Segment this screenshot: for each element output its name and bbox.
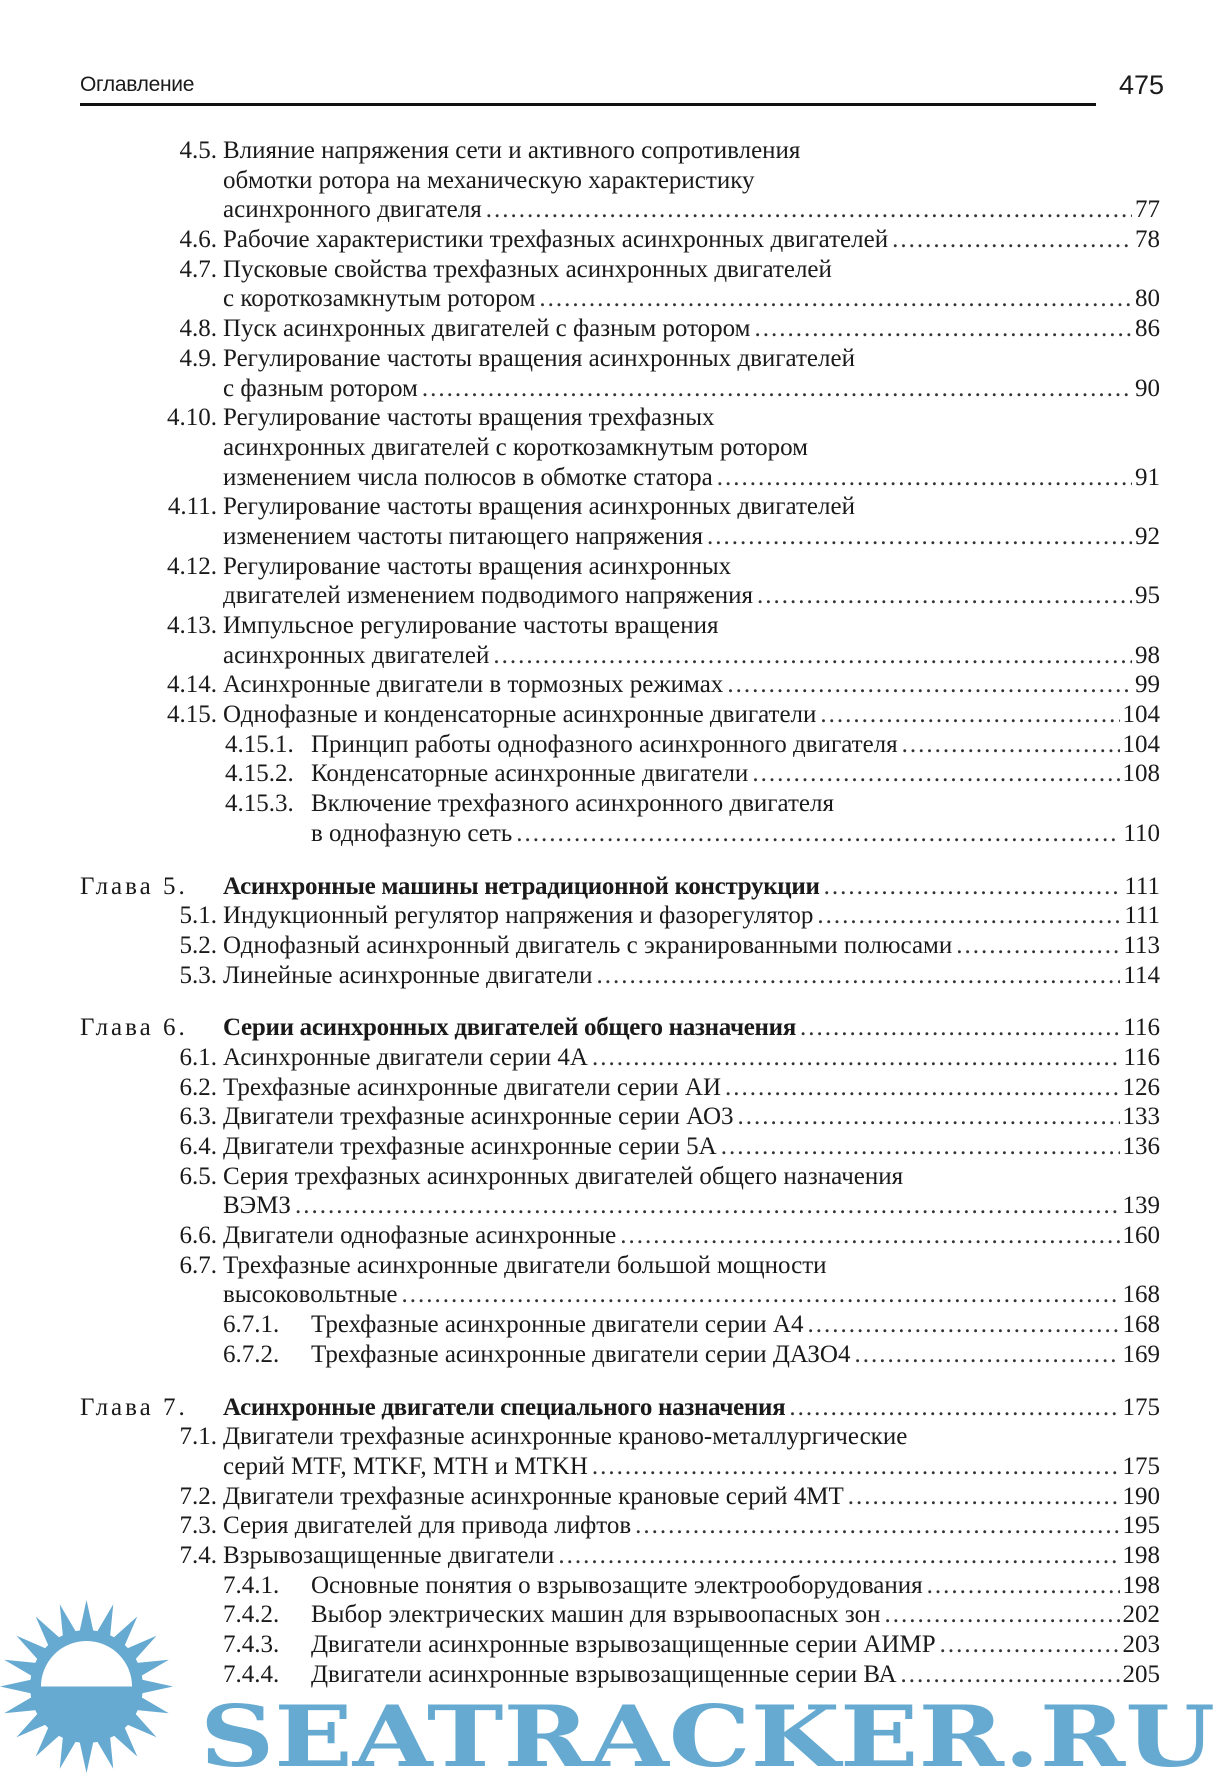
toc-entry-link[interactable] <box>223 522 1160 552</box>
toc-page-number: 78 <box>1135 226 1160 254</box>
toc-entry-line <box>0 611 1228 641</box>
toc-entry-line <box>0 670 1228 700</box>
toc-page-number: 99 <box>1135 671 1160 699</box>
toc-entry-link[interactable] <box>223 403 1160 433</box>
toc-page-number: 168 <box>1122 1281 1160 1309</box>
toc-page-number: 114 <box>1123 961 1160 989</box>
toc-entry-line <box>0 1340 1228 1370</box>
toc-entry-link[interactable] <box>223 581 1160 611</box>
toc-entry-number: 5.3. <box>179 961 217 989</box>
toc-page-number: 168 <box>1122 1311 1160 1339</box>
toc-entry-link[interactable] <box>223 961 1160 991</box>
toc-entry-link[interactable] <box>223 1102 1160 1132</box>
toc-entry-link[interactable] <box>311 819 1160 849</box>
dot-leader <box>902 730 1120 760</box>
dot-leader <box>892 225 1132 255</box>
toc-entry-link[interactable] <box>223 641 1160 671</box>
toc-entry-number: 4.10. <box>167 404 217 432</box>
toc-page-number: 205 <box>1122 1660 1160 1688</box>
toc-entry-number: 6.6. <box>179 1222 217 1250</box>
toc-entry-number: 4.7. <box>179 255 217 283</box>
dot-leader <box>592 1043 1120 1073</box>
dot-leader <box>901 1660 1120 1690</box>
toc-page-number: 139 <box>1122 1192 1160 1220</box>
toc-entry-title: Регулирование частоты вращения асинхронных двигателей <box>223 493 855 521</box>
toc-entry-line <box>0 1102 1228 1132</box>
toc-entry-title: Включение трехфазного асинхронного двигателя <box>311 790 834 818</box>
toc-entry-number: 7.4.1. <box>223 1571 280 1599</box>
toc-entry-title: Основные понятия о взрывозащите электрооборудования <box>311 1571 923 1599</box>
toc-chapter-line <box>0 1393 1228 1423</box>
toc-entry-number: 4.12. <box>167 552 217 580</box>
header-rule <box>80 103 1096 106</box>
toc-entry-line <box>0 1132 1228 1162</box>
toc-entry-line <box>0 463 1228 493</box>
toc-entry-title: Двигатели трехфазные асинхронные серии 5А <box>223 1133 717 1160</box>
toc-entry-title: Двигатели асинхронные взрывозащищенные серии ВА <box>311 1660 897 1688</box>
toc-page-number: 175 <box>1122 1452 1160 1480</box>
toc-page-number: 133 <box>1122 1103 1160 1131</box>
toc-page-number: 110 <box>1123 819 1160 847</box>
dot-leader <box>940 1630 1120 1660</box>
toc-entry-link[interactable] <box>223 1013 1160 1043</box>
toc-entry-title: Асинхронные двигатели специального назначения <box>223 1393 786 1421</box>
toc-entry-line <box>0 1630 1228 1660</box>
toc-entry-number: 6.2. <box>179 1073 217 1101</box>
toc-entry-line <box>0 759 1228 789</box>
toc-entry-link[interactable] <box>223 611 1160 641</box>
toc-entry-line <box>0 1422 1228 1452</box>
dot-leader <box>558 1541 1119 1571</box>
toc-entry-title: Трехфазные асинхронные двигатели серии А4 <box>311 1311 804 1339</box>
toc-entry-link[interactable] <box>223 1393 1160 1423</box>
toc-entry-link[interactable] <box>311 730 1160 760</box>
toc-entry-line <box>0 1221 1228 1251</box>
toc-entry-link[interactable] <box>223 344 1160 374</box>
toc-entry-number: 7.3. <box>179 1512 217 1540</box>
table-of-contents <box>0 136 1228 1689</box>
toc-entry-title: асинхронного двигателя <box>223 196 482 224</box>
toc-entry-number: 4.15.3. <box>225 790 294 818</box>
toc-entry-title: Двигатели трехфазные асинхронные серии АО3 <box>223 1103 734 1131</box>
toc-entry-title: высоковольтные <box>223 1281 398 1309</box>
dot-leader <box>717 463 1132 493</box>
toc-entry-number: 4.11. <box>167 493 217 521</box>
toc-entry-number: Глава 6. <box>80 1014 188 1042</box>
toc-entry-title: Пуск асинхронных двигателей с фазным ротором <box>223 315 751 343</box>
toc-entry-line <box>0 492 1228 522</box>
dot-leader <box>592 1452 1120 1482</box>
toc-entry-title: в однофазную сеть <box>311 819 513 847</box>
toc-entry-title: изменением числа полюсов в обмотке статора <box>223 463 713 491</box>
toc-page-number: 92 <box>1135 522 1160 550</box>
dot-leader <box>295 1191 1120 1221</box>
sun-ray <box>141 1679 173 1693</box>
toc-entry-line <box>0 1251 1228 1281</box>
toc-entry-number: 4.9. <box>179 344 217 372</box>
dot-leader <box>854 1340 1119 1370</box>
toc-entry-number: 6.4. <box>179 1133 217 1160</box>
toc-page-number: 95 <box>1135 582 1160 610</box>
watermark <box>200 1692 1220 1772</box>
toc-entry-line <box>0 1073 1228 1103</box>
toc-entry-line <box>0 552 1228 582</box>
toc-entry-number: Глава 7. <box>80 1393 188 1421</box>
toc-entry-line <box>0 284 1228 314</box>
toc-page-number: 195 <box>1122 1512 1160 1540</box>
toc-entry-link[interactable] <box>223 433 1160 463</box>
toc-page-number: 169 <box>1122 1340 1160 1368</box>
toc-page-number: 77 <box>1135 196 1160 224</box>
sun-logo-icon <box>0 1600 173 1773</box>
toc-entry-title: двигателей изменением подводимого напряжения <box>223 582 753 610</box>
toc-entry-link[interactable] <box>223 1191 1160 1221</box>
toc-page-number: 90 <box>1135 374 1160 402</box>
dot-leader <box>620 1221 1119 1251</box>
toc-entry-title: Асинхронные двигатели серии 4А <box>223 1043 588 1071</box>
toc-entry-title: асинхронных двигателей с короткозамкнутым ротором <box>223 433 808 461</box>
toc-entry-line <box>0 314 1228 344</box>
toc-entry-title: Рабочие характеристики трехфазных асинхронных двигателей <box>223 226 889 254</box>
toc-entry-link[interactable] <box>311 1660 1160 1690</box>
toc-entry-line <box>0 136 1228 166</box>
dot-leader <box>725 1073 1119 1103</box>
toc-entry-link[interactable] <box>311 759 1160 789</box>
toc-entry-number: 7.2. <box>179 1482 217 1510</box>
toc-entry-title: Взрывозащищенные двигатели <box>223 1541 555 1569</box>
dot-leader <box>848 1482 1120 1512</box>
toc-page-number: 136 <box>1122 1133 1160 1160</box>
toc-chapter-line <box>0 1013 1228 1043</box>
toc-entry-line <box>0 1162 1228 1192</box>
toc-entry-title: Двигатели трехфазные асинхронные краново-металлургические <box>223 1423 908 1451</box>
toc-entry-title: Трехфазные асинхронные двигатели большой мощности <box>223 1251 827 1279</box>
running-header-title: Оглавление <box>80 73 195 96</box>
dot-leader <box>422 374 1132 404</box>
toc-entry-title: ВЭМЗ <box>223 1192 291 1220</box>
toc-entry-title: Асинхронные двигатели в тормозных режимах <box>223 671 724 699</box>
dot-leader <box>752 759 1119 789</box>
toc-entry-link[interactable] <box>223 552 1160 582</box>
toc-entry-title: Линейные асинхронные двигатели <box>223 961 593 989</box>
toc-entry-number: 4.15.2. <box>225 760 294 788</box>
toc-entry-line <box>0 1043 1228 1073</box>
toc-entry-title: Импульсное регулирование частоты вращения <box>223 612 719 639</box>
toc-chapter-line <box>0 872 1228 902</box>
dot-leader <box>789 1393 1119 1423</box>
toc-entry-title: Влияние напряжения сети и активного сопротивления <box>223 137 801 164</box>
toc-entry-line <box>0 789 1228 819</box>
toc-page-number: 116 <box>1123 1043 1160 1071</box>
toc-page-number: 111 <box>1124 872 1160 900</box>
dot-leader <box>757 581 1132 611</box>
toc-page-number: 116 <box>1123 1014 1160 1042</box>
dot-leader <box>956 931 1120 961</box>
toc-entry-number: 4.15.1. <box>225 730 294 758</box>
toc-entry-link[interactable] <box>223 1162 1160 1192</box>
toc-entry-title: с короткозамкнутым ротором <box>223 285 536 313</box>
toc-entry-link[interactable] <box>223 463 1160 493</box>
toc-entry-title: Пусковые свойства трехфазных асинхронных двигателей <box>223 255 832 283</box>
toc-page-number: 126 <box>1122 1073 1160 1101</box>
toc-entry-number: 5.2. <box>179 931 217 959</box>
toc-entry-link[interactable] <box>223 225 1160 255</box>
toc-entry-link[interactable] <box>311 789 1160 819</box>
toc-entry-link[interactable] <box>223 166 1160 196</box>
toc-entry-line <box>0 581 1228 611</box>
dot-leader <box>824 872 1122 902</box>
toc-entry-link[interactable] <box>223 901 1160 931</box>
toc-entry-link[interactable] <box>223 670 1160 700</box>
toc-entry-title: Двигатели асинхронные взрывозащищенные серии АИМР <box>311 1631 936 1658</box>
toc-entry-line <box>0 931 1228 961</box>
toc-entry-link[interactable] <box>311 1310 1160 1340</box>
toc-page-number: 203 <box>1122 1631 1160 1658</box>
toc-entry-title: Трехфазные асинхронные двигатели серии ДАЗО4 <box>311 1340 851 1368</box>
toc-entry-number: 4.8. <box>179 315 217 343</box>
toc-page-number: 104 <box>1122 730 1160 758</box>
toc-entry-number: 7.4.2. <box>223 1601 280 1629</box>
toc-entry-number: 7.4.4. <box>223 1660 280 1688</box>
toc-entry-line <box>0 433 1228 463</box>
toc-entry-line <box>0 961 1228 991</box>
toc-entry-title: Индукционный регулятор напряжения и фазорегулятор <box>223 902 814 930</box>
toc-entry-line <box>0 344 1228 374</box>
toc-entry-line <box>0 819 1228 849</box>
dot-leader <box>800 1013 1120 1043</box>
toc-entry-line <box>0 195 1228 225</box>
toc-entry-number: 6.7.1. <box>223 1311 280 1339</box>
dot-leader <box>486 195 1132 225</box>
toc-page-number: 190 <box>1122 1482 1160 1510</box>
dot-leader <box>927 1571 1120 1601</box>
toc-page-number: 86 <box>1135 315 1160 343</box>
toc-page-number: 175 <box>1122 1393 1160 1421</box>
toc-entry-title: Серия двигателей для привода лифтов <box>223 1512 632 1540</box>
toc-page-number: 80 <box>1135 285 1160 313</box>
toc-entry-title: с фазным ротором <box>223 374 418 402</box>
dot-leader <box>721 1132 1120 1162</box>
toc-entry-link[interactable] <box>311 1571 1160 1601</box>
toc-entry-number: 6.1. <box>179 1043 217 1071</box>
toc-entry-link[interactable] <box>223 1043 1160 1073</box>
toc-entry-line <box>0 901 1228 931</box>
toc-entry-line <box>0 641 1228 671</box>
toc-entry-link[interactable] <box>223 195 1160 225</box>
watermark-text: SEATRACKER.RU <box>200 1692 1215 1772</box>
toc-page-number: 104 <box>1122 701 1160 729</box>
toc-entry-link[interactable] <box>311 1600 1160 1630</box>
toc-entry-line <box>0 1541 1228 1571</box>
toc-entry-number: 4.15. <box>167 701 217 729</box>
toc-page-number: 198 <box>1122 1541 1160 1569</box>
toc-entry-line <box>0 403 1228 433</box>
toc-entry-number: 4.5. <box>179 137 217 164</box>
toc-entry-line <box>0 1310 1228 1340</box>
toc-entry-title: Однофазный асинхронный двигатель с экранированными полюсами <box>223 931 953 959</box>
toc-entry-title: Серия трехфазных асинхронных двигателей общего назначения <box>223 1162 904 1190</box>
toc-entry-title: Однофазные и конденсаторные асинхронные двигатели <box>223 701 817 729</box>
toc-entry-link[interactable] <box>223 931 1160 961</box>
toc-page-number: 160 <box>1122 1222 1160 1250</box>
toc-page-number: 111 <box>1124 902 1160 930</box>
toc-entry-link[interactable] <box>311 1340 1160 1370</box>
toc-entry-line <box>0 374 1228 404</box>
toc-page-number: 198 <box>1122 1571 1160 1599</box>
toc-entry-line <box>0 730 1228 760</box>
toc-entry-link[interactable] <box>311 1630 1160 1660</box>
toc-entry-title: серий MTF, MTKF, MTH и MTKH <box>223 1452 588 1480</box>
toc-entry-number: 6.3. <box>179 1103 217 1131</box>
toc-page-number: 113 <box>1123 931 1160 959</box>
toc-entry-line <box>0 1571 1228 1601</box>
dot-leader <box>817 901 1121 931</box>
dot-leader <box>402 1280 1120 1310</box>
toc-entry-link[interactable] <box>223 1452 1160 1482</box>
toc-entry-link[interactable] <box>223 374 1160 404</box>
dot-leader <box>738 1102 1120 1132</box>
toc-entry-line <box>0 700 1228 730</box>
toc-page-number: 98 <box>1135 641 1160 669</box>
toc-entry-link[interactable] <box>223 136 1160 166</box>
toc-entry-line <box>0 1482 1228 1512</box>
dot-leader <box>807 1310 1119 1340</box>
dot-leader <box>516 819 1120 849</box>
sun-ray <box>0 1679 32 1693</box>
dot-leader <box>885 1600 1120 1630</box>
toc-entry-title: Трехфазные асинхронные двигатели серии АИ <box>223 1073 722 1101</box>
dot-leader <box>755 314 1132 344</box>
toc-entry-title: Двигатели трехфазные асинхронные крановые серий 4МТ <box>223 1482 844 1510</box>
toc-entry-line <box>0 1660 1228 1690</box>
dot-leader <box>493 641 1132 671</box>
toc-entry-line <box>0 166 1228 196</box>
toc-entry-number: 4.13. <box>167 612 217 639</box>
sun-ray <box>79 1741 93 1773</box>
toc-entry-link[interactable] <box>223 284 1160 314</box>
toc-entry-link[interactable] <box>223 1482 1160 1512</box>
toc-entry-link[interactable] <box>223 1251 1160 1281</box>
toc-entry-line <box>0 1280 1228 1310</box>
toc-entry-link[interactable] <box>223 1132 1160 1162</box>
toc-entry-number: 6.5. <box>179 1162 217 1190</box>
toc-page-number: 108 <box>1122 760 1160 788</box>
toc-entry-title: Регулирование частоты вращения асинхронных двигателей <box>223 344 855 372</box>
toc-entry-link[interactable] <box>223 1511 1160 1541</box>
toc-entry-number: 6.7.2. <box>223 1340 280 1368</box>
toc-entry-line <box>0 225 1228 255</box>
toc-entry-title: Выбор электрических машин для взрывоопасных зон <box>311 1601 881 1629</box>
toc-entry-title: Принцип работы однофазного асинхронного двигателя <box>311 730 898 758</box>
toc-entry-title: Регулирование частоты вращения трехфазных <box>223 404 715 432</box>
toc-entry-title: Конденсаторные асинхронные двигатели <box>311 760 749 788</box>
toc-entry-title: Асинхронные машины нетрадиционной конструкции <box>223 872 820 900</box>
toc-entry-title: Серии асинхронных двигателей общего назначения <box>223 1014 796 1042</box>
toc-entry-link[interactable] <box>223 1280 1160 1310</box>
toc-page-number: 91 <box>1135 463 1160 491</box>
dot-leader <box>635 1511 1119 1541</box>
toc-entry-link[interactable] <box>223 1221 1160 1251</box>
toc-entry-line <box>0 1600 1228 1630</box>
toc-entry-line <box>0 522 1228 552</box>
toc-entry-title: Регулирование частоты вращения асинхронных <box>223 552 732 580</box>
dot-leader <box>820 700 1119 730</box>
toc-entry-link[interactable] <box>223 1073 1160 1103</box>
toc-entry-number: Глава 5. <box>80 872 188 900</box>
toc-entry-number: 4.14. <box>167 671 217 699</box>
toc-entry-link[interactable] <box>223 1422 1160 1452</box>
page-number: 475 <box>1118 70 1164 100</box>
dot-leader <box>707 522 1132 552</box>
toc-entry-title: Двигатели однофазные асинхронные <box>223 1222 617 1250</box>
toc-entry-title: асинхронных двигателей <box>223 641 490 669</box>
toc-entry-link[interactable] <box>223 255 1160 285</box>
toc-entry-link[interactable] <box>223 1541 1160 1571</box>
toc-entry-line <box>0 1191 1228 1221</box>
sun-ray <box>79 1600 93 1632</box>
toc-entry-number: 7.1. <box>179 1423 217 1451</box>
toc-entry-link[interactable] <box>223 314 1160 344</box>
toc-entry-line <box>0 1452 1228 1482</box>
toc-entry-number: 4.6. <box>179 226 217 254</box>
toc-entry-link[interactable] <box>223 492 1160 522</box>
dot-leader <box>597 961 1121 991</box>
toc-entry-number: 7.4.3. <box>223 1631 280 1658</box>
dot-leader <box>539 284 1132 314</box>
toc-entry-title: обмотки ротора на механическую характеристику <box>223 166 755 194</box>
toc-entry-title: изменением частоты питающего напряжения <box>223 522 704 550</box>
toc-entry-link[interactable] <box>223 700 1160 730</box>
dot-leader <box>727 670 1132 700</box>
toc-entry-link[interactable] <box>223 872 1160 902</box>
toc-entry-line <box>0 255 1228 285</box>
toc-page-number: 202 <box>1122 1601 1160 1629</box>
toc-entry-number: 5.1. <box>179 902 217 930</box>
toc-entry-number: 6.7. <box>179 1251 217 1279</box>
toc-entry-number: 7.4. <box>179 1541 217 1569</box>
toc-entry-line <box>0 1511 1228 1541</box>
